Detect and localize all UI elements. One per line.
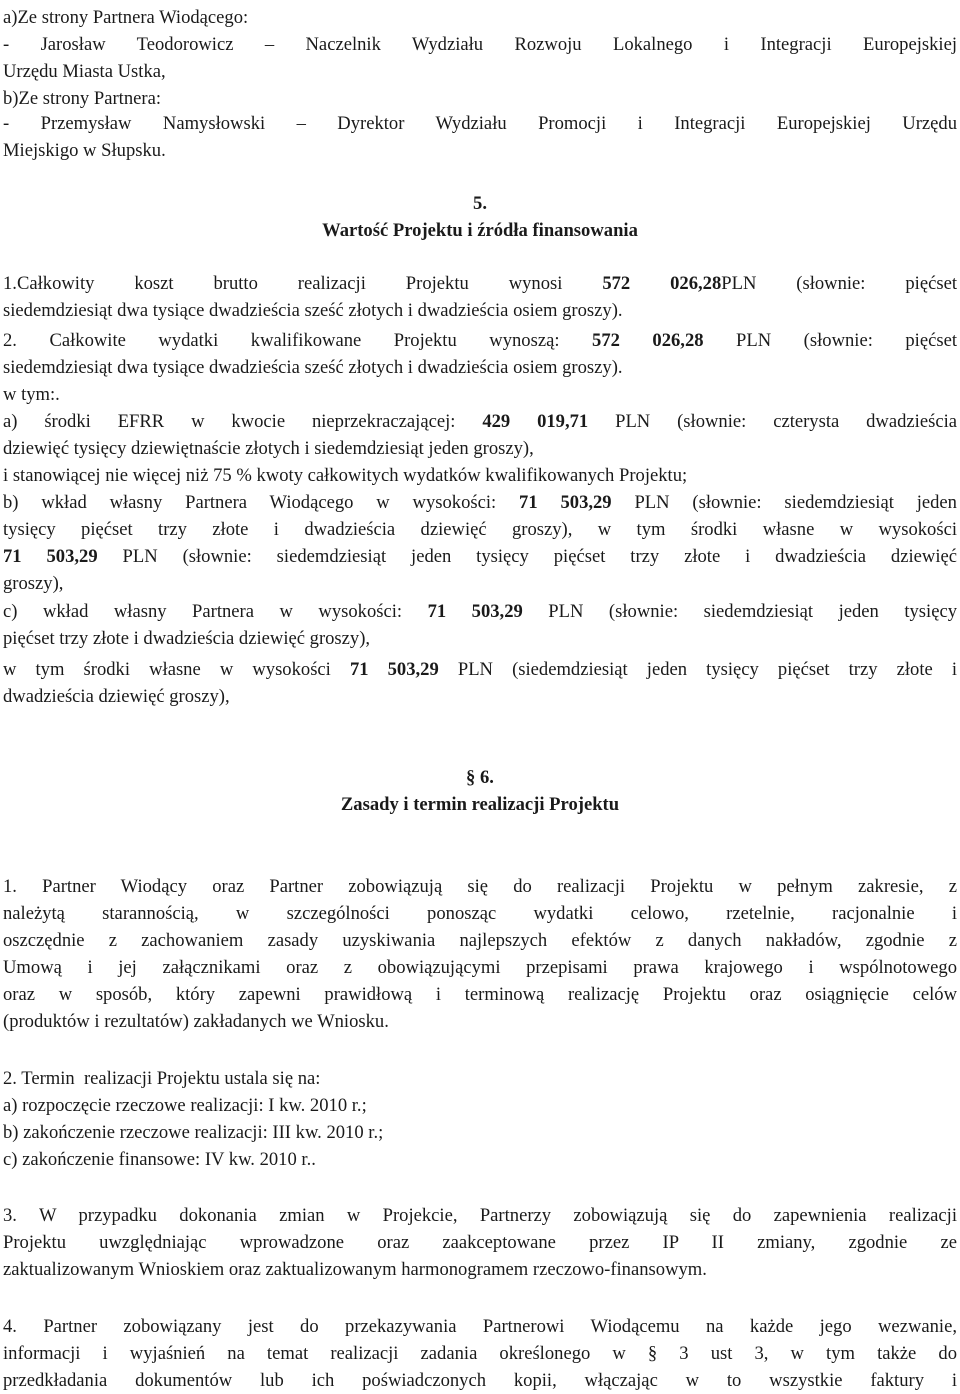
text-line: i stanowiącej nie więcej niż 75 % kwoty całkowitych wydatków kwalifikowanych Projektu; [3, 465, 688, 486]
text-line: Urzędu Miasta Ustka, [3, 61, 166, 82]
text-line: 3. W przypadku dokonania zmian w Projekcie, Partnerzy zobowiązują się do zapewnienia realizacji [3, 1205, 957, 1226]
text-line: 4. Partner zobowiązany jest do przekazywania Partnerowi Wiodącemu na każde jego wezwanie, [3, 1316, 957, 1337]
text-line: b) zakończenie rzeczowe realizacji: III kw. 2010 r.; [3, 1122, 384, 1143]
section-heading: Zasady i termin realizacji Projektu [340, 794, 620, 815]
text-line: tysięcy pięćset trzy złote i dwadzieścia dziewięć groszy), w tym środki własne w wysokości [3, 519, 957, 540]
text-line: a)Ze strony Partnera Wiodącego: [3, 7, 249, 28]
text-line: c) wkład własny Partnera w wysokości: 71 503,29 PLN (słownie: siedemdziesiąt jeden tysięcy [3, 601, 958, 622]
text-line: c) zakończenie finansowe: IV kw. 2010 r.. [3, 1149, 316, 1170]
text-line: w tym środki własne w wysokości 71 503,29 PLN (siedemdziesiąt jeden tysięcy pięćset trzy złote i [3, 659, 958, 680]
text-line: a) środki EFRR w kwocie nieprzekraczającej: 429 019,71 PLN (słownie: czterysta dwadzieścia [3, 411, 957, 432]
text-line: pięćset trzy złote i dwadzieścia dziewięć groszy), [3, 628, 371, 649]
text-line: dziewięć tysięcy dziewiętnaście złotych i siedemdziesiąt jeden groszy), [3, 438, 534, 459]
text-line: zaktualizowanym Wnioskiem oraz zaktualizowanym harmonogramem rzeczowo-finansowym. [3, 1259, 707, 1280]
text-line: Projektu uwzględniając wprowadzone oraz zaakceptowane przez IP II zmiany, zgodnie ze [3, 1232, 957, 1253]
text-line: dwadzieścia dziewięć groszy), [3, 686, 230, 707]
text-line: siedemdziesiąt dwa tysiące dwadzieścia sześć złotych i dwadzieścia osiem groszy). [3, 300, 623, 321]
section-heading: Wartość Projektu i źródła finansowania [322, 220, 638, 241]
text-line: w tym:. [3, 384, 60, 405]
section-heading: 5. [473, 193, 487, 214]
text-line: siedemdziesiąt dwa tysiące dwadzieścia sześć złotych i dwadzieścia osiem groszy). [3, 357, 623, 378]
text-line: a) rozpoczęcie rzeczowe realizacji: I kw. 2010 r.; [3, 1095, 367, 1116]
text-line: 1.Całkowity koszt brutto realizacji Projektu wynosi 572 026,28PLN (słownie: pięćset [3, 273, 957, 294]
text-line: informacji i wyjaśnień na temat realizacji zadania określonego w § 3 ust 3, w tym także do [3, 1343, 957, 1364]
text-line: b)Ze strony Partnera: [3, 88, 161, 109]
text-line: Miejskigo w Słupsku. [3, 140, 166, 161]
text-line: 2. Termin realizacji Projektu ustala się na: [3, 1068, 321, 1089]
text-line: Umową i jej załącznikami oraz z obowiązującymi przepisami prawa krajowego i wspólnotowego [3, 957, 957, 978]
text-line: - Przemysław Namysłowski – Dyrektor Wydziału Promocji i Integracji Europejskiej Urzędu [3, 113, 957, 134]
text-line: - Jarosław Teodorowicz – Naczelnik Wydziału Rozwoju Lokalnego i Integracji Europejskiej [3, 34, 957, 55]
text-line: (produktów i rezultatów) zakładanych we Wniosku. [3, 1011, 389, 1032]
text-line: należytą starannością, w szczególności ponosząc wydatki celowo, rzetelnie, racjonalnie i [3, 903, 957, 924]
text-line: 71 503,29 PLN (słownie: siedemdziesiąt jeden tysięcy pięćset trzy złote i dwadzieścia dziewięć [3, 546, 958, 567]
text-line: oszczędnie z zachowaniem zasady uzyskiwania najlepszych efektów z danych nakładów, zgodnie z [3, 930, 957, 951]
text-line: przedkładania dokumentów lub ich poświadczonych kopii, włączając w to wszystkie faktury i [3, 1370, 957, 1391]
text-line: b) wkład własny Partnera Wiodącego w wysokości: 71 503,29 PLN (słownie: siedemdziesiąt jeden [3, 492, 957, 513]
text-line: 2. Całkowite wydatki kwalifikowane Projektu wynoszą: 572 026,28 PLN (słownie: pięćset [3, 330, 957, 351]
section-heading: § 6. [466, 767, 494, 788]
text-line: groszy), [3, 573, 64, 594]
text-line: 1. Partner Wiodący oraz Partner zobowiązują się do realizacji Projektu w pełnym zakresie, z [3, 876, 957, 897]
text-line: oraz w sposób, który zapewni prawidłową i terminową realizację Projektu oraz osiągnięcie celów [3, 984, 957, 1005]
